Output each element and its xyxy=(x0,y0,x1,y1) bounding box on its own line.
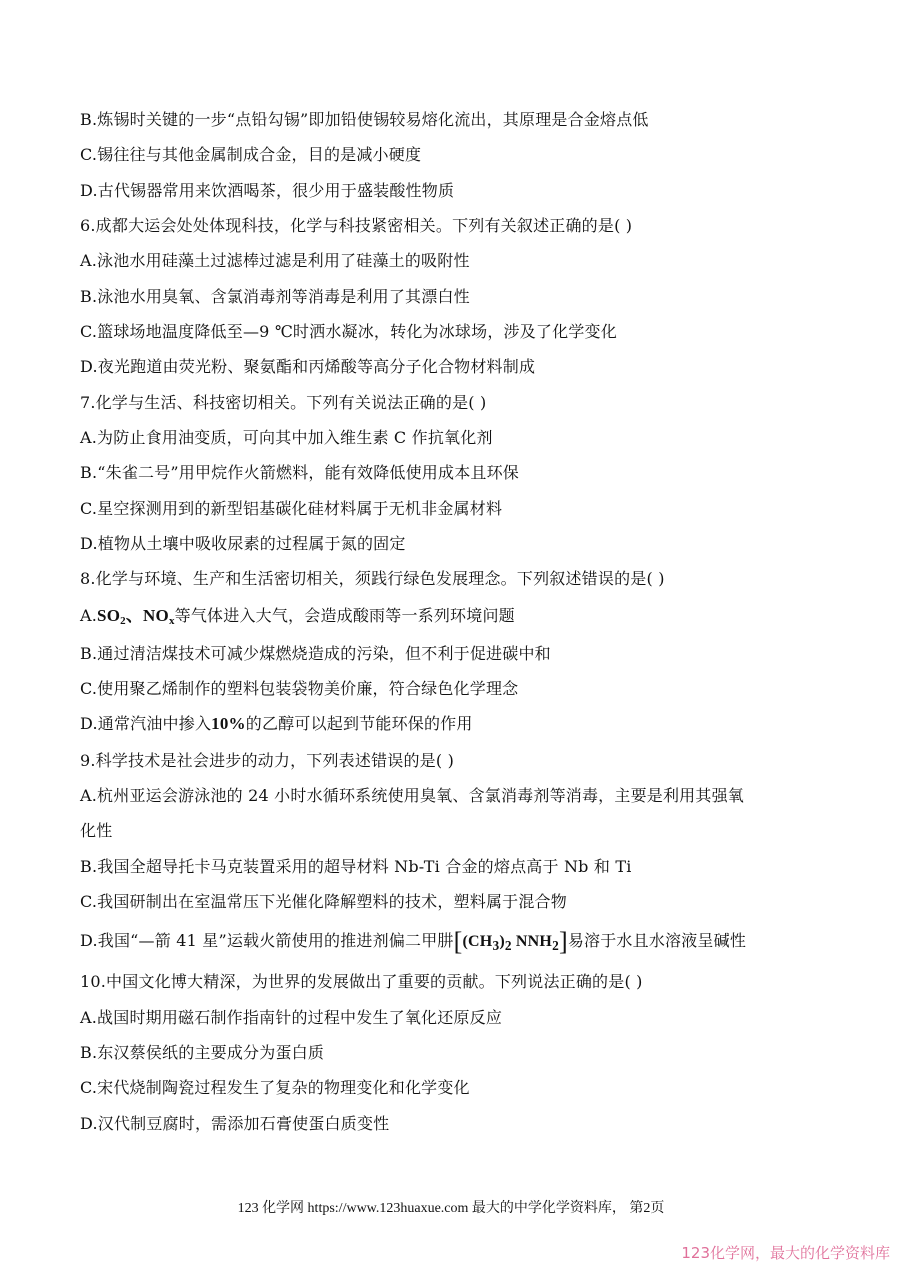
option-d-q6: D.夜光跑道由荧光粉、聚氨酯和丙烯酸等高分子化合物材料制成 xyxy=(80,357,536,376)
option-c-q8: C.使用聚乙烯制作的塑料包装袋物美价廉，符合绿色化学理念 xyxy=(80,679,519,698)
option-b-q7: B.“朱雀二号”用甲烷作火箭燃料，能有效降低使用成本且环保 xyxy=(80,463,520,482)
option-a-q9: A.杭州亚运会游泳池的 24 小时水循环系统使用臭氧、含氯消毒剂等消毒，主要是利用其强氧 xyxy=(80,786,744,805)
question-9: 9.科学技术是社会进步的动力，下列表述错误的是( ) xyxy=(80,751,455,770)
option-a-q9-continued: 化性 xyxy=(80,821,113,840)
option-d-q9-rest: 易溶于水且水溶液呈碱性 xyxy=(567,931,747,950)
option-b-q6: B.泳池水用臭氧、含氯消毒剂等消毒是利用了其漂白性 xyxy=(80,287,470,306)
so2-formula: $SO_2$ xyxy=(97,606,126,627)
option-d-q10: D.汉代制豆腐时，需添加石膏使蛋白质变性 xyxy=(80,1114,390,1133)
page-footer: 123 化学网 https://www.123huaxue.com 最大的中学化学资料库， 第2页 xyxy=(237,1201,665,1216)
option-d-q8-rest: 的乙醇可以起到节能环保的作用 xyxy=(245,714,473,733)
question-7: 7.化学与生活、科技密切相关。下列有关说法正确的是( ) xyxy=(80,393,487,412)
option-b-q10: B.东汉蔡侯纸的主要成分为蛋白质 xyxy=(80,1043,325,1062)
formula-separator: 、 xyxy=(125,606,144,625)
option-a-q6: A.泳池水用硅藻土过滤棒过滤是利用了硅藻土的吸附性 xyxy=(80,251,470,270)
option-d-q9 xyxy=(80,927,747,956)
option-b-q5: B.炼锡时关键的一步“点铅勾锡”即加铅使锡较易熔化流出，其原理是合金熔点低 xyxy=(80,110,649,129)
option-a-q10: A.战国时期用磁石制作指南针的过程中发生了氧化还原反应 xyxy=(80,1008,503,1027)
question-8: 8.化学与环境、生产和生活密切相关，须践行绿色发展理念。下列叙述错误的是( ) xyxy=(80,569,665,588)
option-c-q6: C.篮球场地温度降低至—9 ℃时洒水凝冰，转化为冰球场，涉及了化学变化 xyxy=(80,322,617,341)
option-a-q8 xyxy=(80,606,515,631)
nox-formula: $NO_x$ xyxy=(143,606,175,627)
option-a-q7: A.为防止食用油变质，可向其中加入维生素 C 作抗氧化剂 xyxy=(80,428,493,447)
question-10: 10.中国文化博大精深，为世界的发展做出了重要的贡献。下列说法正确的是( ) xyxy=(80,972,643,991)
option-b-q8: B.通过清洁煤技术可减少煤燃烧造成的污染，但不利于促进碳中和 xyxy=(80,644,551,663)
option-c-q5: C.锡往往与其他金属制成合金，目的是减小硬度 xyxy=(80,145,422,164)
option-a-q8-rest: 等气体进入大气，会造成酸雨等一系列环境问题 xyxy=(174,606,515,625)
option-d-q8 xyxy=(80,714,473,734)
option-d-q5: D.古代锡器常用来饮酒喝茶，很少用于盛装酸性物质 xyxy=(80,181,455,200)
option-c-q9: C.我国研制出在室温常压下光催化降解塑料的技术，塑料属于混合物 xyxy=(80,892,567,911)
option-d-q7: D.植物从土壤中吸收尿素的过程属于氮的固定 xyxy=(80,534,406,553)
option-a-q8-prefix: A. xyxy=(80,606,98,625)
option-c-q7: C.星空探测用到的新型铝基碳化硅材料属于无机非金属材料 xyxy=(80,499,503,518)
option-c-q10: C.宋代烧制陶瓷过程发生了复杂的物理变化和化学变化 xyxy=(80,1078,470,1097)
site-watermark: 123化学网，最大的化学资料库 xyxy=(681,1244,890,1262)
percent-value: 10% xyxy=(211,714,246,733)
udmh-formula: [$(CH_3)_2$ $NNH_2$] xyxy=(453,927,568,956)
question-6: 6.成都大运会处处体现科技，化学与科技紧密相关。下列有关叙述正确的是( ) xyxy=(80,216,633,235)
option-d-q8-prefix: D.通常汽油中掺入 xyxy=(80,714,212,733)
option-b-q9: B.我国全超导托卡马克装置采用的超导材料 Nb-Ti 合金的熔点高于 Nb 和 Ti xyxy=(80,857,632,876)
option-d-q9-prefix: D.我国“—箭 41 星”运载火箭使用的推进剂偏二甲肼 xyxy=(80,931,454,950)
